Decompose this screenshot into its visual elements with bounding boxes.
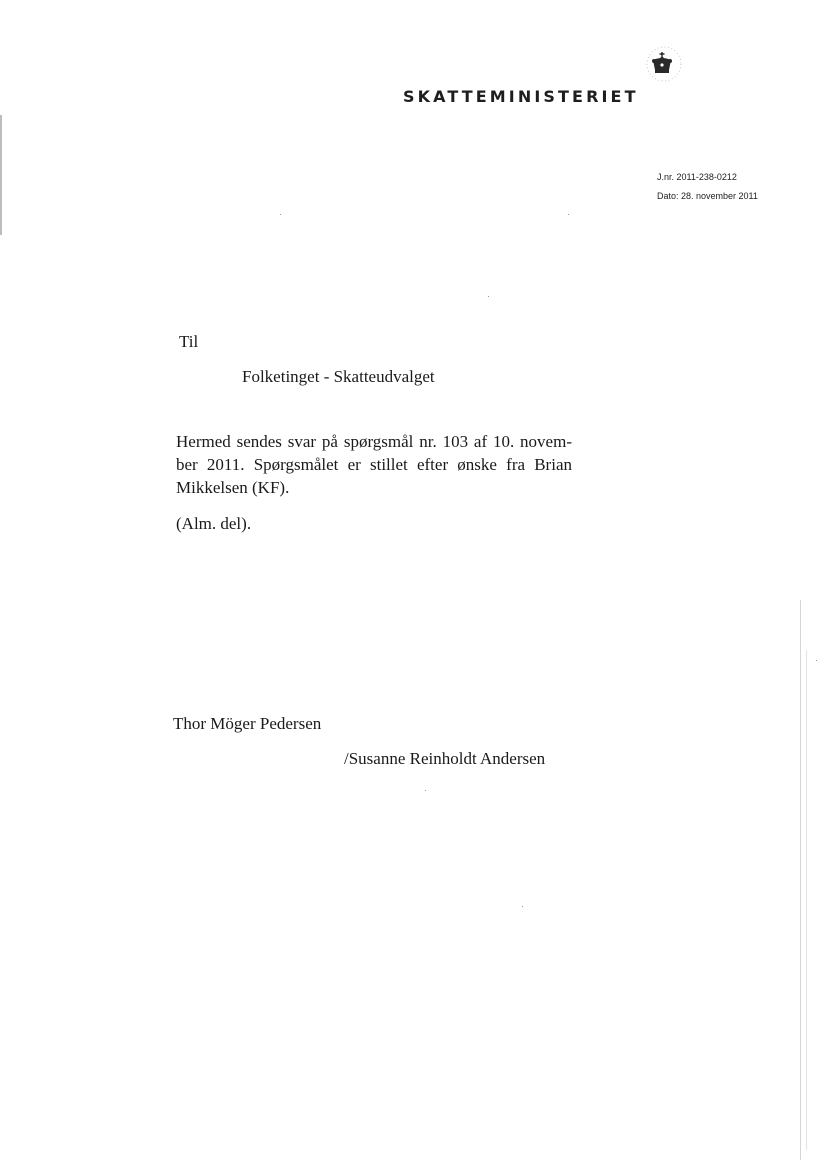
scan-speck <box>522 906 523 907</box>
scan-speck <box>280 214 281 215</box>
signature-secondary: /Susanne Reinholdt Andersen <box>344 749 546 768</box>
paragraph-line: ber 2011. Spørgsmålet er stillet efter ønske fra Brian <box>176 455 572 474</box>
salutation: Til <box>179 332 199 351</box>
letter-date: Dato: 28. november 2011 <box>657 191 758 201</box>
paragraph-line: Hermed sendes svar på spørgsmål nr. 103 af 10. novem- <box>176 432 572 451</box>
crown-crest-icon <box>638 44 686 84</box>
scan-speck <box>568 214 569 215</box>
paragraph-line: Mikkelsen (KF). <box>176 478 290 497</box>
letter-body-paragraph <box>176 430 572 499</box>
ministry-name: SKATTEMINISTERIET <box>403 87 639 106</box>
scan-edge-artifact <box>806 650 807 1150</box>
journal-number: J.nr. 2011-238-0212 <box>657 172 737 182</box>
note: (Alm. del). <box>176 514 252 533</box>
scan-speck <box>425 790 426 791</box>
scan-speck <box>816 660 817 661</box>
scan-edge-artifact <box>0 115 2 235</box>
signature-primary: Thor Möger Pedersen <box>173 714 322 733</box>
recipient: Folketinget - Skatteudvalget <box>242 367 435 386</box>
scan-edge-artifact <box>800 600 801 1160</box>
scan-speck <box>488 296 489 297</box>
